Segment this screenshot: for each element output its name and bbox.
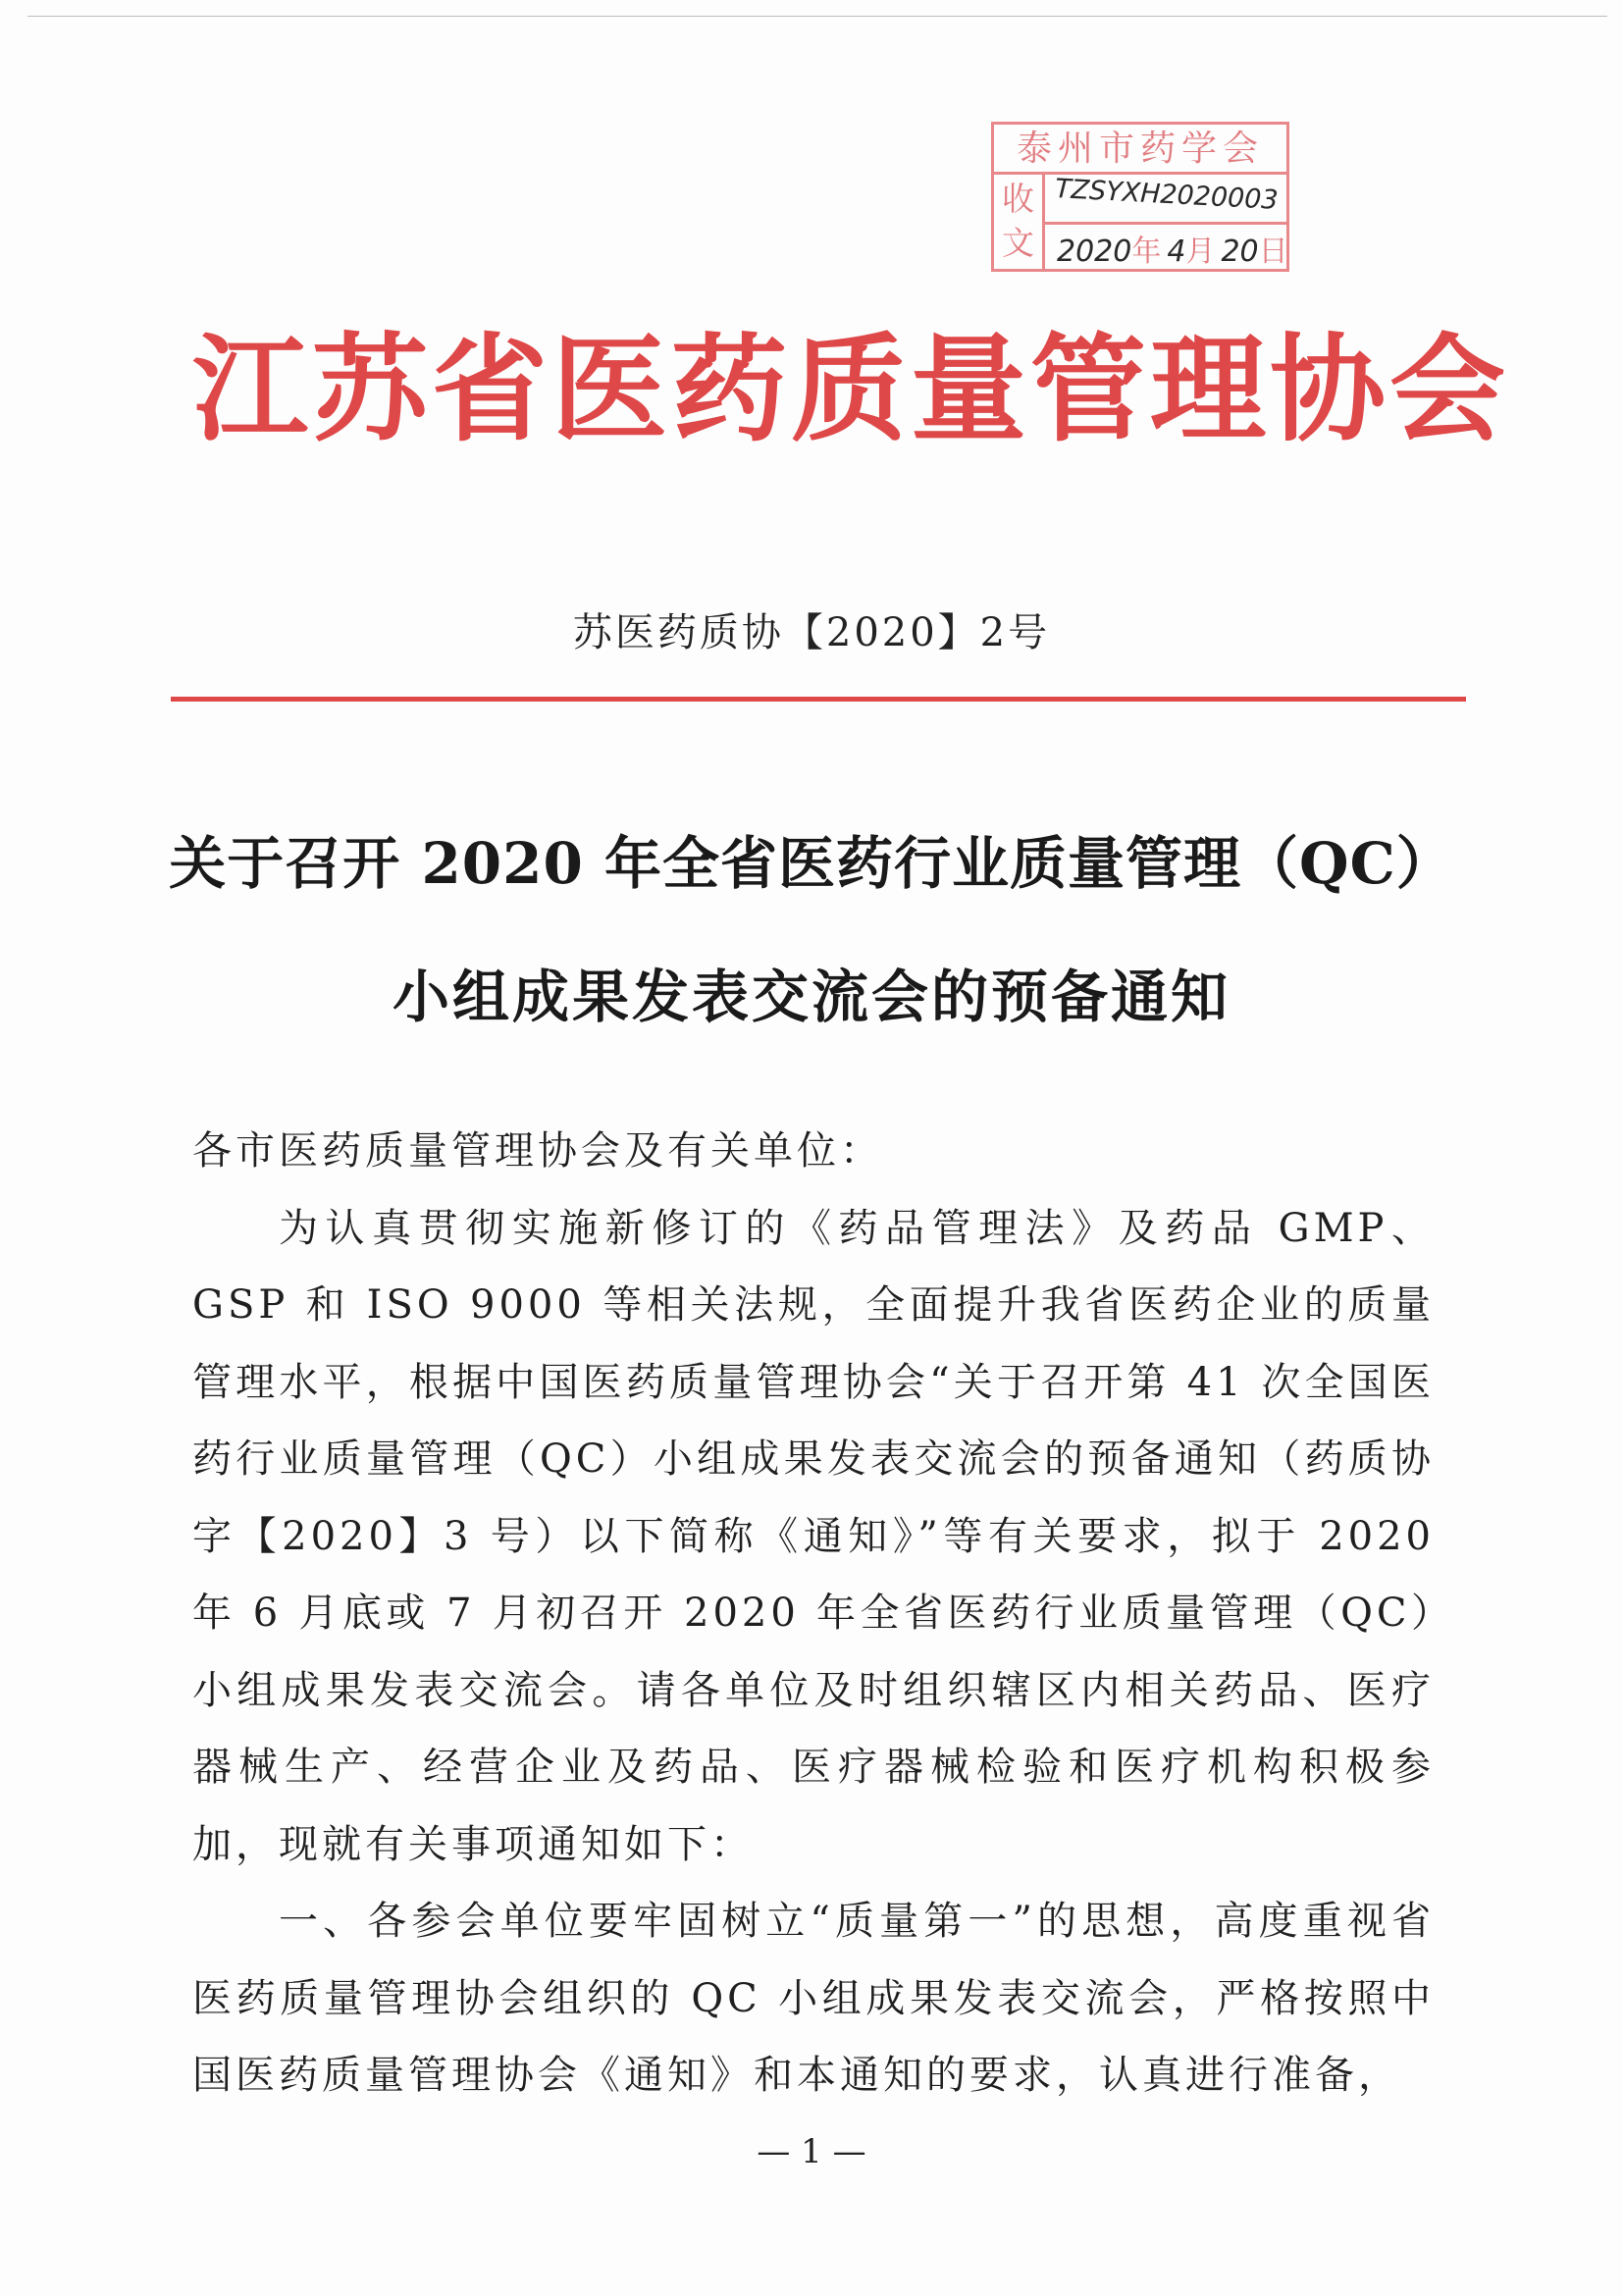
salutation: 各市医药质量管理协会及有关单位： xyxy=(192,1128,883,1174)
stamp-date-day-char: 日 xyxy=(1258,235,1288,269)
issuing-organization-header: 江苏省医药质量管理协会 xyxy=(192,321,1510,457)
stamp-date-year-char: 年 xyxy=(1131,235,1162,269)
stamp-document-number: TZSYXH2020003 xyxy=(1054,174,1280,216)
scan-top-edge-line xyxy=(27,16,1607,17)
body-paragraph-2: 一、各参会单位要牢固树立“质量第一”的思想，高度重视省医药质量管理协会组织的 QC 小组成果发表交流会，严格按照中国医药质量管理协会《通知》和本通知的要求，认真进行准备， xyxy=(192,1899,1435,2098)
stamp-label-wen: 文 xyxy=(1002,224,1034,262)
page-number: — 1 — xyxy=(757,2132,866,2171)
stamp-org-name: 泰州市药学会 xyxy=(994,125,1286,175)
body-paragraph-1: 为认真贯彻实施新修订的《药品管理法》及药品 GMP、GSP 和 ISO 9000 等相关法规，全面提升我省医药企业的质量管理水平，根据中国医药质量管理协会“关于召开第 41 次全国医药行业质量管理（QC）小组成果发表交流会的预备通知（药质协字【2020】3 号）以下简称《通知》”等有关要求，拟于 2020 年 6 月底或 7 月初召开 2020 年全省医药行业质量管理（QC）小组成果发表交流会。请各单位及时组织辖区内相关药品、医疗器械生产、经营企业及药品、医疗器械检验和医疗机构积极参加，现就有关事项通知如下： xyxy=(192,1205,1435,1867)
stamp-date-month: 4 xyxy=(1167,235,1186,269)
stamp-date-year: 2020 xyxy=(1057,235,1132,269)
document-number: 苏医药质协【2020】2号 xyxy=(572,610,1051,655)
document-body xyxy=(192,1113,1435,2114)
received-stamp xyxy=(991,122,1289,272)
stamp-label-column xyxy=(994,175,1045,269)
document-title-line-2: 小组成果发表交流会的预备通知 xyxy=(392,964,1230,1030)
stamp-label-shou: 收 xyxy=(1002,180,1034,218)
stamp-divider xyxy=(1045,222,1286,225)
stamp-date xyxy=(1057,227,1288,270)
stamp-date-day: 20 xyxy=(1221,235,1259,269)
red-separator-line xyxy=(171,697,1466,702)
document-title-line-1: 关于召开 2020 年全省医药行业质量管理（QC） xyxy=(169,830,1454,897)
stamp-date-month-char: 月 xyxy=(1185,235,1216,269)
